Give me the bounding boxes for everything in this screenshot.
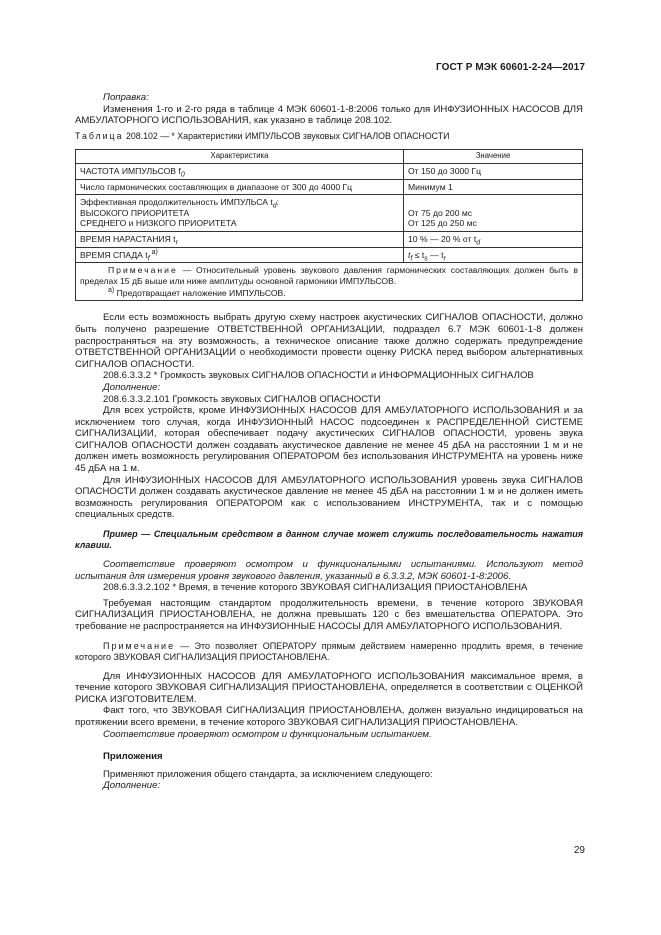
table-note-cell <box>76 263 583 301</box>
paragraph: Требуемая настоящим стандартом продолжительность времени, в течение которого ЗВУКОВАЯ СИГНАЛИЗАЦИЯ ПРИОСТАНОВЛЕНА, не должна превышать 120 с без вмешательства ОПЕРАТОРА. Это требование не распространяется на ИНФУЗИОННЫЕ НАСОСЫ ДЛЯ АМБУЛАТОРНОГО ИСПОЛЬЗОВАНИЯ. <box>75 597 583 632</box>
table-caption <box>75 131 583 143</box>
table-caption-label: Таблица <box>75 130 124 141</box>
table-row <box>76 247 583 263</box>
table-row <box>76 163 583 179</box>
section-heading-208-6-3-3-2: 208.6.3.3.2 * Громкость звуковых СИГНАЛОВ ОПАСНОСТИ и ИНФОРМАЦИОННЫХ СИГНАЛОВ <box>103 370 534 382</box>
table-row <box>76 195 583 232</box>
table-footnote: $^{а)}$ Предотвращает наложение ИМПУЛЬСОВ. <box>108 287 286 298</box>
page-content <box>75 92 583 792</box>
paragraph: Факт того, что ЗВУКОВАЯ СИГНАЛИЗАЦИЯ ПРИОСТАНОВЛЕНА, должен визуально индицироваться на протяжении всего времени, в течение которого ЗВУКОВАЯ СИГНАЛИЗАЦИЯ ПРИОСТАНОВЛЕНА. <box>75 705 583 728</box>
addition-label: Дополнение: <box>103 381 161 393</box>
cell-characteristic: ВРЕМЯ СПАДА $t_f$ $^{а)}$ <box>76 247 404 263</box>
cell-characteristic: ЧАСТОТА ИМПУЛЬСОВ $f_0$ <box>76 163 404 179</box>
section-heading-208-6-3-3-2-101: 208.6.3.3.2.101 Громкость звуковых СИГНАЛОВ ОПАСНОСТИ <box>103 393 381 405</box>
cell-characteristic: Эффективная продолжительность ИМПУЛЬСА $t_d$: ВЫСОКОГО ПРИОРИТЕТА СРЕДНЕГО и НИЗКОГО ПРИОРИТЕТА <box>76 195 404 232</box>
paragraph: Для всех устройств, кроме ИНФУЗИОННЫХ НАСОСОВ ДЛЯ АМБУЛАТОРНОГО ИСПОЛЬЗОВАНИЯ и за исключением того случая, когда ИНФУЗИОННЫЙ НАСОС подсоединен к РАСПРЕДЕЛЕННОЙ СИСТЕМЕ СИГНАЛИЗАЦИИ, которая обеспечивает подачу акустических СИГНАЛОВ ОПАСНОСТИ, уровень звука СИГНАЛОВ ОПАСНОСТИ должен создавать акустическое давление не менее 45 дБА на расстоянии 1 м и не должен иметь возможность регулирования ОПЕРАТОРОМ без использования ИНСТРУМЕНТА на уровень ниже 45 дБА на 1 м. <box>75 405 583 475</box>
paragraph: Для ИНФУЗИОННЫХ НАСОСОВ ДЛЯ АМБУЛАТОРНОГО ИСПОЛЬЗОВАНИЯ уровень звука СИГНАЛОВ ОПАСНОСТИ должен создавать акустическое давление не менее 45 дБА на расстоянии 1 м и не должен иметь возможность регулирования ОПЕРАТОРОМ как с использованием ИНСТРУМЕНТА, так и с помощью специальных средств. <box>75 474 583 521</box>
table-caption-text: 208.102 — * Характеристики ИМПУЛЬСОВ звуковых СИГНАЛОВ ОПАСНОСТИ <box>125 130 450 141</box>
correction-text: Изменения 1-го и 2-го ряда в таблице 4 МЭК 60601-1-8:2006 только для ИНФУЗИОННЫХ НАСОСОВ ДЛЯ АМБУЛАТОРНОГО ИСПОЛЬЗОВАНИЯ, как указано в таблице 208.102. <box>75 103 583 127</box>
column-header-characteristic: Характеристика <box>76 150 404 164</box>
table-row <box>76 179 583 195</box>
document-header: ГОСТ Р МЭК 60601-2-24—2017 <box>436 62 585 73</box>
addition-label: Дополнение: <box>103 780 161 792</box>
compliance-text: Соответствие проверяют осмотром и функциональными испытаниями. Используют метод испытания для измерения уровня звукового давления, указанный в 6.3.3.2, МЭК 60601-1-8:2006. <box>75 559 583 582</box>
cell-characteristic: ВРЕМЯ НАРАСТАНИЯ $t_r$ <box>76 231 404 247</box>
page-number: 29 <box>573 845 585 856</box>
cell-value: 10 % — 20 % от $t_d$ <box>404 231 583 247</box>
cell-value: $t_f \le t_s$ — $t_r$ <box>404 247 583 263</box>
example-text: Пример — Специальным средством в данном случае может служить последовательность нажатия клавиш. <box>75 529 583 551</box>
correction-title: Поправка: <box>103 92 149 103</box>
paragraph: Для ИНФУЗИОННЫХ НАСОСОВ ДЛЯ АМБУЛАТОРНОГО ИСПОЛЬЗОВАНИЯ максимальное время, в течение которого ЗВУКОВАЯ СИГНАЛИЗАЦИЯ ПРИОСТАНОВЛЕНА, определяется в соответствии с ОЦЕНКОЙ РИСКА ИЗГОТОВИТЕЛЕМ. <box>75 670 583 705</box>
table-header-row <box>76 150 583 164</box>
paragraph: Применяют приложения общего стандарта, за исключением следующего: <box>103 768 433 780</box>
appendix-heading: Приложения <box>103 751 163 763</box>
note-text: Примечание — Это позволяет ОПЕРАТОРУ прямым действием намеренно продлить время, в течение которого ЗВУКОВАЯ СИГНАЛИЗАЦИЯ ПРИОСТАНОВЛЕНА. <box>75 640 583 662</box>
column-header-value: Значение <box>404 150 583 164</box>
table-note: Примечание — Относительный уровень звукового давления гармонических составляющих должен быть в пределах 15 дБ выше или ниже амплитуды основной гармоники ИМПУЛЬСОВ. <box>80 265 578 286</box>
cell-value: От 150 до 3000 Гц <box>404 163 583 179</box>
compliance-text: Соответствие проверяют осмотром и функциональным испытанием. <box>103 728 432 740</box>
section-heading-208-6-3-3-2-102: 208.6.3.3.2.102 * Время, в течение которого ЗВУКОВАЯ СИГНАЛИЗАЦИЯ ПРИОСТАНОВЛЕНА <box>103 582 528 594</box>
pulse-characteristics-table <box>75 149 583 301</box>
paragraph: Если есть возможность выбрать другую схему настроек акустических СИГНАЛОВ ОПАСНОСТИ, должно быть получено разрешение ОТВЕТСТВЕННОЙ ОРГАНИЗАЦИИ, подраздел 6.7 МЭК 60601-1-8 должен распространяться на эту возможность, а техническое описание также должно содержать предупреждение ОТВЕТСТВЕННОЙ ОРГАНИЗАЦИИ о необходимости провести оценку РИСКА перед выбором альтернативных СИГНАЛОВ ОПАСНОСТИ. <box>75 312 583 370</box>
cell-value: Минимум 1 <box>404 179 583 195</box>
cell-value: От 75 до 200 мс От 125 до 250 мс <box>404 195 583 232</box>
cell-characteristic: Число гармонических составляющих в диапазоне от 300 до 4000 Гц <box>76 179 404 195</box>
table-note-row <box>76 263 583 301</box>
table-row <box>76 231 583 247</box>
